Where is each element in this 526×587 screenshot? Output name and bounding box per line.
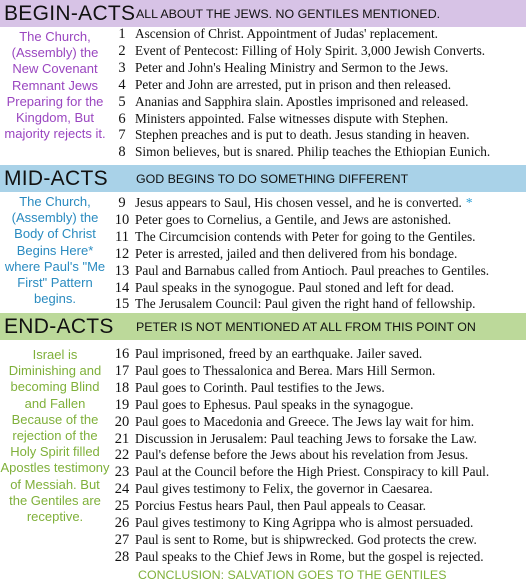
item-text: Paul is sent to Rome, but is shipwrecked. God protects the crew. [135,531,477,547]
mid-acts-section [0,192,526,318]
list-item [112,296,526,313]
end-acts-side-note: Israel is Diminishing and becoming Blind and Fallen Because of the rejection of the Holy Spirit filled Apostles testimony of Messiah. But the Gentiles are receptive. [0,347,110,525]
item-text: Peter is arrested, jailed and then delivered from his bondage. [135,245,458,261]
begin-acts-list [112,26,526,161]
item-text: Paul goes to Thessalonica and Berea. Mars Hill Sermon. [135,362,436,378]
list-item [112,77,526,94]
list-item [112,346,526,363]
item-number: 7 [118,127,126,144]
list-item [112,263,526,280]
item-text: Porcius Festus hears Paul, then Paul appeals to Ceasar. [135,498,427,514]
list-item [112,94,526,111]
item-number: 19 [114,396,130,413]
list-item [112,397,526,414]
item-text: Ananias and Sapphira slain. Apostles imprisoned and released. [135,93,469,109]
item-number: 20 [114,413,130,430]
mid-acts-subtitle: GOD BEGINS TO DO SOMETHING DIFFERENT [136,171,409,186]
item-text: The Circumcision contends with Peter for going to the Gentiles. [135,228,476,244]
item-number: 8 [118,144,126,161]
item-number: 14 [114,279,130,296]
list-item [112,431,526,448]
item-number: 9 [118,195,126,211]
asterisk-mark: * [465,195,473,210]
list-item [112,195,526,212]
item-number: 3 [118,59,126,76]
item-text: Peter and John are arrested, put in prison and then released. [135,76,452,92]
list-item [112,229,526,246]
item-text: Jesus appears to Saul, His chosen vessel, and he is converted. [135,195,462,210]
list-item [112,532,526,549]
item-number: 25 [114,498,130,515]
item-number: 1 [118,26,126,42]
end-acts-list [112,346,526,566]
item-number: 22 [114,447,130,464]
item-text: Paul gives testimony to Felix, the governor in Caesarea. [135,481,433,497]
list-item [112,111,526,128]
end-acts-subtitle: PETER IS NOT MENTIONED AT ALL FROM THIS POINT ON [136,319,476,334]
list-item [112,280,526,297]
list-item [112,464,526,481]
item-text: Simon believes, but is snared. Philip teaches the Ethiopian Eunich. [135,144,491,160]
item-number: 27 [114,531,130,548]
item-number: 23 [114,464,130,481]
item-text: Peter goes to Cornelius, a Gentile, and Jews are astonished. [135,211,452,227]
item-text: Paul at the Council before the High Priest. Conspiracy to kill Paul. [135,464,490,480]
item-text: The Jerusalem Council: Paul given the right hand of fellowship. [135,296,476,312]
list-item [112,26,526,43]
item-text: Stephen preaches and is put to death. Jesus standing in heaven. [135,127,470,143]
item-text: Paul speaks in the synogogue. Paul stoned and left for dead. [135,279,455,295]
list-item [112,447,526,464]
item-text: Ministers appointed. False witnesses dispute with Stephen. [135,110,449,126]
item-number: 12 [114,245,130,262]
list-item [112,414,526,431]
item-text: Peter and John's Healing Ministry and Sermon to the Jews. [135,59,449,75]
begin-acts-side-note: The Church, (Assembly) the New Covenant Remnant Jews Preparing for the Kingdom, But majority rejects it. [4,29,106,142]
mid-acts-side-note: The Church, (Assembly) the Body of Christ Begins Here* where Paul's "Me First" Pattern begins. [4,194,106,307]
list-item [112,212,526,229]
begin-acts-section [0,27,526,165]
end-acts-section [0,340,526,570]
list-item [112,144,526,161]
mid-acts-title: MID-ACTS [4,166,108,190]
item-text: Paul goes to Ephesus. Paul speaks in the synagogue. [135,396,414,412]
item-number: 10 [114,211,130,228]
item-number: 11 [115,228,129,245]
item-text: Paul imprisoned, freed by an earthquake. Jailer saved. [135,346,423,361]
item-number: 18 [114,379,130,396]
item-text: Discussion in Jerusalem: Paul teaching Jews to forsake the Law. [135,430,477,446]
conclusion-text: CONCLUSION: SALVATION GOES TO THE GENTILES [138,568,447,582]
list-item [112,549,526,566]
item-number: 13 [114,262,130,279]
list-item [112,363,526,380]
item-text: Paul speaks to the Chief Jews in Rome, but the gospel is rejected. [135,548,484,564]
item-number: 17 [114,362,130,379]
list-item [112,481,526,498]
item-number: 5 [118,93,126,110]
item-number: 24 [114,481,130,498]
list-item [112,127,526,144]
item-number: 4 [118,76,126,93]
item-number: 21 [114,430,130,447]
item-text: Ascension of Christ. Appointment of Judas' replacement. [135,26,438,41]
begin-acts-title: BEGIN-ACTS [4,1,136,25]
item-number: 2 [118,42,126,59]
list-item [112,498,526,515]
list-item [112,246,526,263]
item-number: 15 [114,296,130,313]
item-number: 16 [114,346,130,362]
item-text: Paul goes to Macedonia and Greece. The Jews lay wait for him. [135,413,475,429]
item-text: Paul and Barnabus called from Antioch. Paul preaches to Gentiles. [135,262,490,278]
item-number: 28 [114,548,130,565]
item-number: 6 [118,110,126,127]
item-text: Event of Pentecost: Filling of Holy Spirit. 3,000 Jewish Converts. [135,42,486,58]
end-acts-title: END-ACTS [4,314,114,338]
begin-acts-header [0,0,526,27]
list-item [112,380,526,397]
item-text: Paul goes to Corinth. Paul testifies to the Jews. [135,379,385,395]
begin-acts-subtitle: ALL ABOUT THE JEWS. NO GENTILES MENTIONED. [136,6,441,21]
item-number: 26 [114,515,130,532]
mid-acts-header [0,165,526,192]
item-text: Paul gives testimony to King Agrippa who is almost persuaded. [135,515,474,531]
mid-acts-list [112,195,526,313]
end-acts-header [0,313,526,340]
list-item [112,43,526,60]
list-item [112,60,526,77]
item-text: Paul's defense before the Jews about his revelation from Jesus. [135,447,469,463]
list-item [112,515,526,532]
